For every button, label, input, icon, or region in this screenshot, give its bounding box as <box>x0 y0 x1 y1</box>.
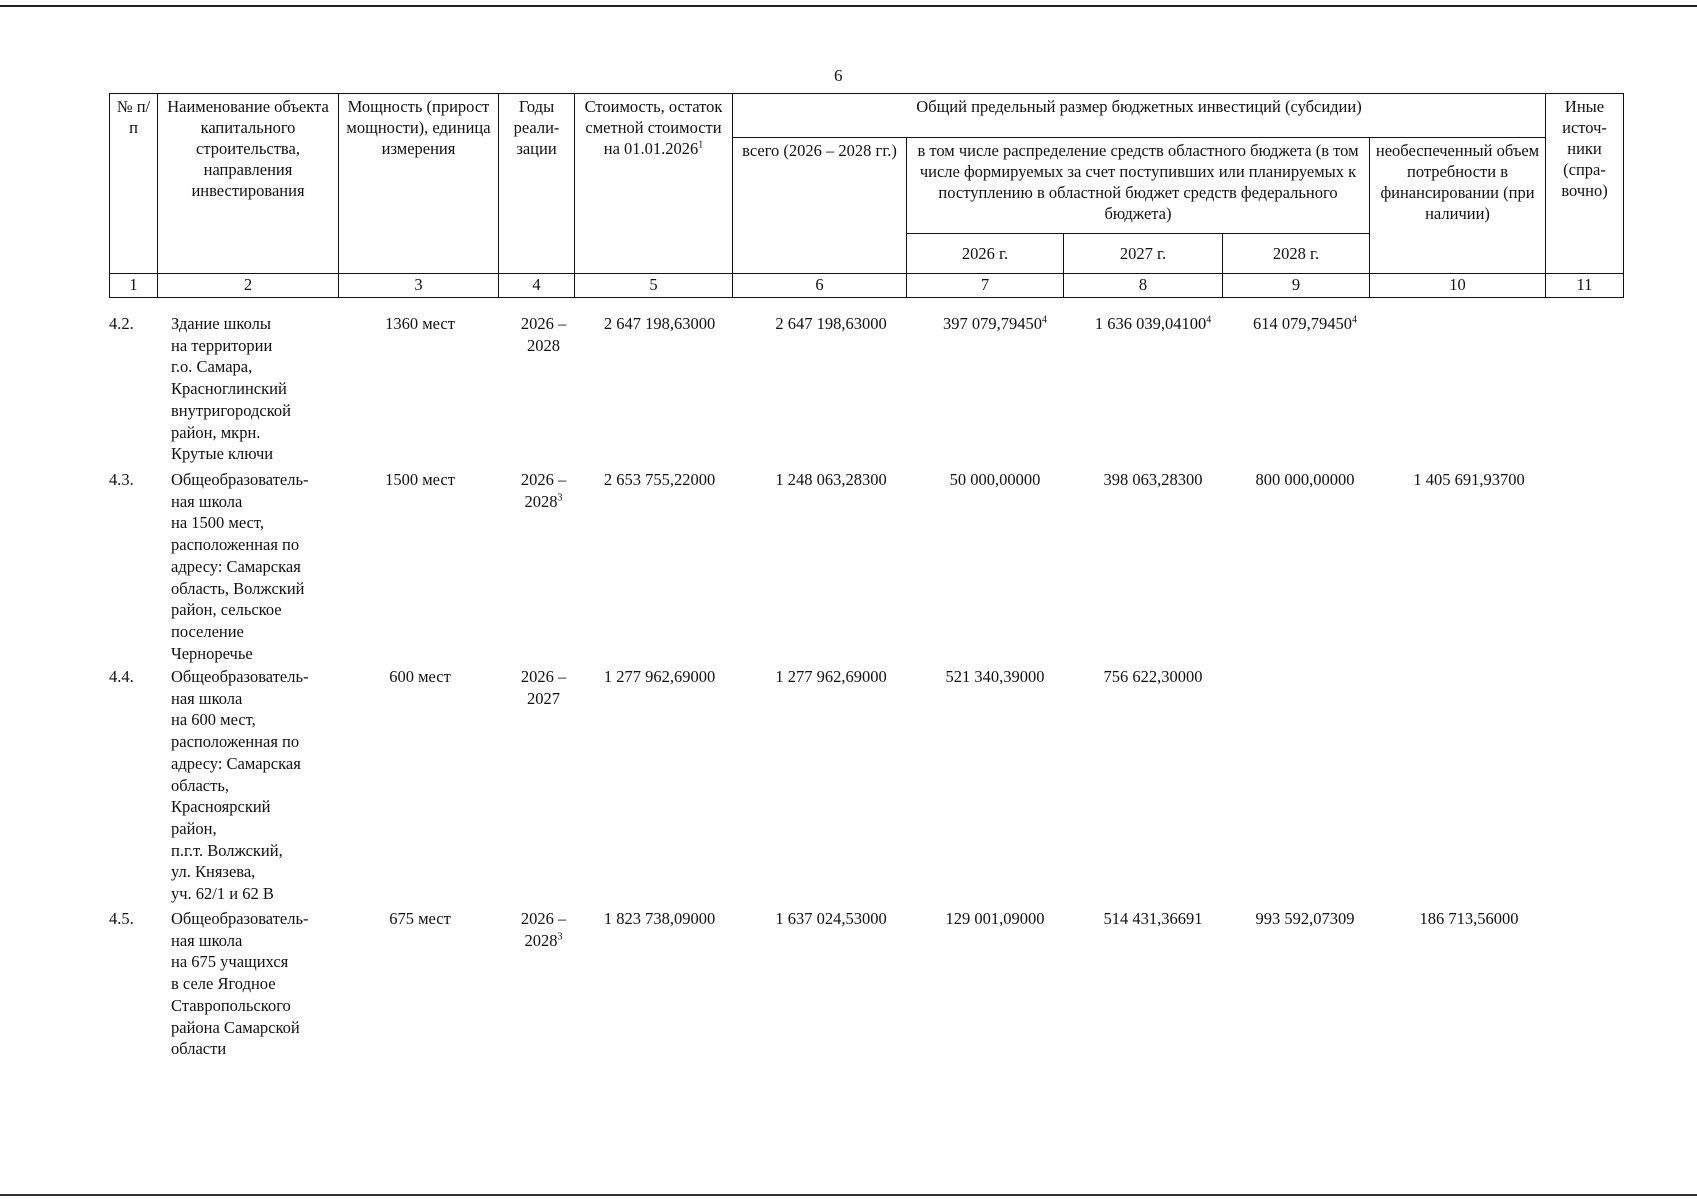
years-note: 3 <box>557 931 563 943</box>
object-name: Общеобразователь- ная школа на 1500 мест, расположенная по адресу: Самарская область, Волжский район, сельское поселение Черноречье <box>171 470 309 663</box>
scan-top-edge <box>0 5 1697 7</box>
row-number: 4.3. <box>109 470 134 489</box>
amount-2027 <box>1073 908 1233 930</box>
total-investment: 1 277 962,69000 <box>775 667 887 686</box>
header-col-years: Годы реали-зации <box>499 94 575 274</box>
amount-2026 <box>917 908 1073 930</box>
header-number-3: 3 <box>339 274 499 298</box>
amount-2028-note: 4 <box>1352 314 1357 326</box>
page-number: 6 <box>834 66 843 85</box>
amount-2027-text: 756 622,30000 <box>1103 667 1203 686</box>
capacity: 675 мест <box>389 909 451 928</box>
amount-2028 <box>1231 469 1379 491</box>
amount-2026-text: 397 079,79450 <box>943 314 1042 333</box>
years-text: 2026 – 2027 <box>520 667 567 708</box>
years <box>511 469 576 512</box>
estimated-cost: 2 647 198,63000 <box>603 314 716 333</box>
header-group-investments: Общий предельный размер бюджетных инвестиций (субсидии) <box>733 94 1546 138</box>
header-number-6: 6 <box>733 274 907 298</box>
years <box>511 908 576 951</box>
object-name: Здание школы на территории г.о. Самара, Красноглинский внутригородской район, мкрн. Крутые ключи <box>171 314 291 464</box>
header-col-2026: 2026 г. <box>907 234 1064 274</box>
header-col-cost-note: 1 <box>698 139 704 151</box>
header-number-2: 2 <box>158 274 339 298</box>
object-name: Общеобразователь- ная школа на 675 учащихся в селе Ягодное Ставропольского района Самарской области <box>171 909 309 1059</box>
amount-2027-text: 398 063,28300 <box>1103 470 1203 489</box>
header-col-cost <box>575 94 733 274</box>
amount-2027-text: 514 431,36691 <box>1103 909 1203 928</box>
amount-2026-text: 50 000,00000 <box>949 470 1041 489</box>
amount-2027-text: 1 636 039,04100 <box>1094 314 1207 333</box>
header-col-unfunded: необеспеченный объем потребности в финансировании (при наличии) <box>1370 138 1546 274</box>
amount-2026 <box>917 469 1073 491</box>
unfunded-amount: 1 405 691,93700 <box>1413 470 1525 489</box>
row-number: 4.5. <box>109 909 134 928</box>
years-text: 2026 – 2028 <box>520 909 567 950</box>
capacity: 1500 мест <box>385 470 455 489</box>
amount-2026-text: 129 001,09000 <box>945 909 1045 928</box>
amount-2026 <box>917 313 1073 335</box>
years-text: 2026 – 2028 <box>520 314 567 355</box>
header-col-total: всего (2026 – 2028 гг.) <box>733 138 907 274</box>
amount-2027-note: 4 <box>1206 314 1212 326</box>
header-col-capacity: Мощность (прирост мощности), единица измерения <box>339 94 499 274</box>
total-investment: 1 637 024,53000 <box>775 909 887 928</box>
amount-2028-text: 993 592,07309 <box>1255 909 1355 928</box>
amount-2028 <box>1231 908 1379 930</box>
amount-2027 <box>1073 469 1233 491</box>
row-number: 4.2. <box>109 314 134 333</box>
amount-2026 <box>917 666 1073 688</box>
header-col-2028: 2028 г. <box>1223 234 1370 274</box>
amount-2026-text: 521 340,39000 <box>945 667 1045 686</box>
row-number: 4.4. <box>109 667 134 686</box>
amount-2026-note: 4 <box>1042 314 1047 326</box>
scan-bottom-edge <box>0 1194 1697 1196</box>
amount-2028 <box>1231 313 1379 335</box>
header-col-name: Наименование объекта капитального строительства, направления инвестирования <box>158 94 339 274</box>
header-number-10: 10 <box>1370 274 1546 298</box>
unfunded-amount: 186 713,56000 <box>1419 909 1519 928</box>
header-number-7: 7 <box>907 274 1064 298</box>
header-number-1: 1 <box>110 274 158 298</box>
capacity: 600 мест <box>389 667 451 686</box>
header-col-2027: 2027 г. <box>1064 234 1223 274</box>
investment-table-header <box>109 93 1624 298</box>
amount-2027 <box>1073 313 1233 335</box>
header-subgroup-regional: в том числе распределение средств областного бюджета (в том числе формируемых за счет поступивших или планируемых к поступлению в областной бюджет средств федерального бюджета) <box>907 138 1370 234</box>
header-col-cost-text: Стоимость, остаток сметной стоимости на 01.01.2026 <box>584 97 723 158</box>
amount-2028-text: 614 079,79450 <box>1253 314 1352 333</box>
total-investment: 1 248 063,28300 <box>775 470 887 489</box>
amount-2028-text: 800 000,00000 <box>1255 470 1355 489</box>
years-note: 3 <box>557 492 563 504</box>
header-col-num: № п/п <box>110 94 158 274</box>
header-number-4: 4 <box>499 274 575 298</box>
years <box>511 666 576 709</box>
years <box>511 313 576 356</box>
amount-2027 <box>1073 666 1233 688</box>
years-text: 2026 – 2028 <box>520 470 567 511</box>
header-number-5: 5 <box>575 274 733 298</box>
estimated-cost: 2 653 755,22000 <box>603 470 716 489</box>
capacity: 1360 мест <box>385 314 455 333</box>
estimated-cost: 1 277 962,69000 <box>603 667 716 686</box>
header-col-other: Иные источ-ники (спра-вочно) <box>1546 94 1624 274</box>
total-investment: 2 647 198,63000 <box>775 314 887 333</box>
header-number-9: 9 <box>1223 274 1370 298</box>
object-name: Общеобразователь- ная школа на 600 мест, расположенная по адресу: Самарская область, Красноярский район, п.г.т. Волжский, ул. Князева, уч. 62/1 и 62 В <box>171 667 309 904</box>
header-number-11: 11 <box>1546 274 1624 298</box>
header-number-8: 8 <box>1064 274 1223 298</box>
estimated-cost: 1 823 738,09000 <box>603 909 716 928</box>
